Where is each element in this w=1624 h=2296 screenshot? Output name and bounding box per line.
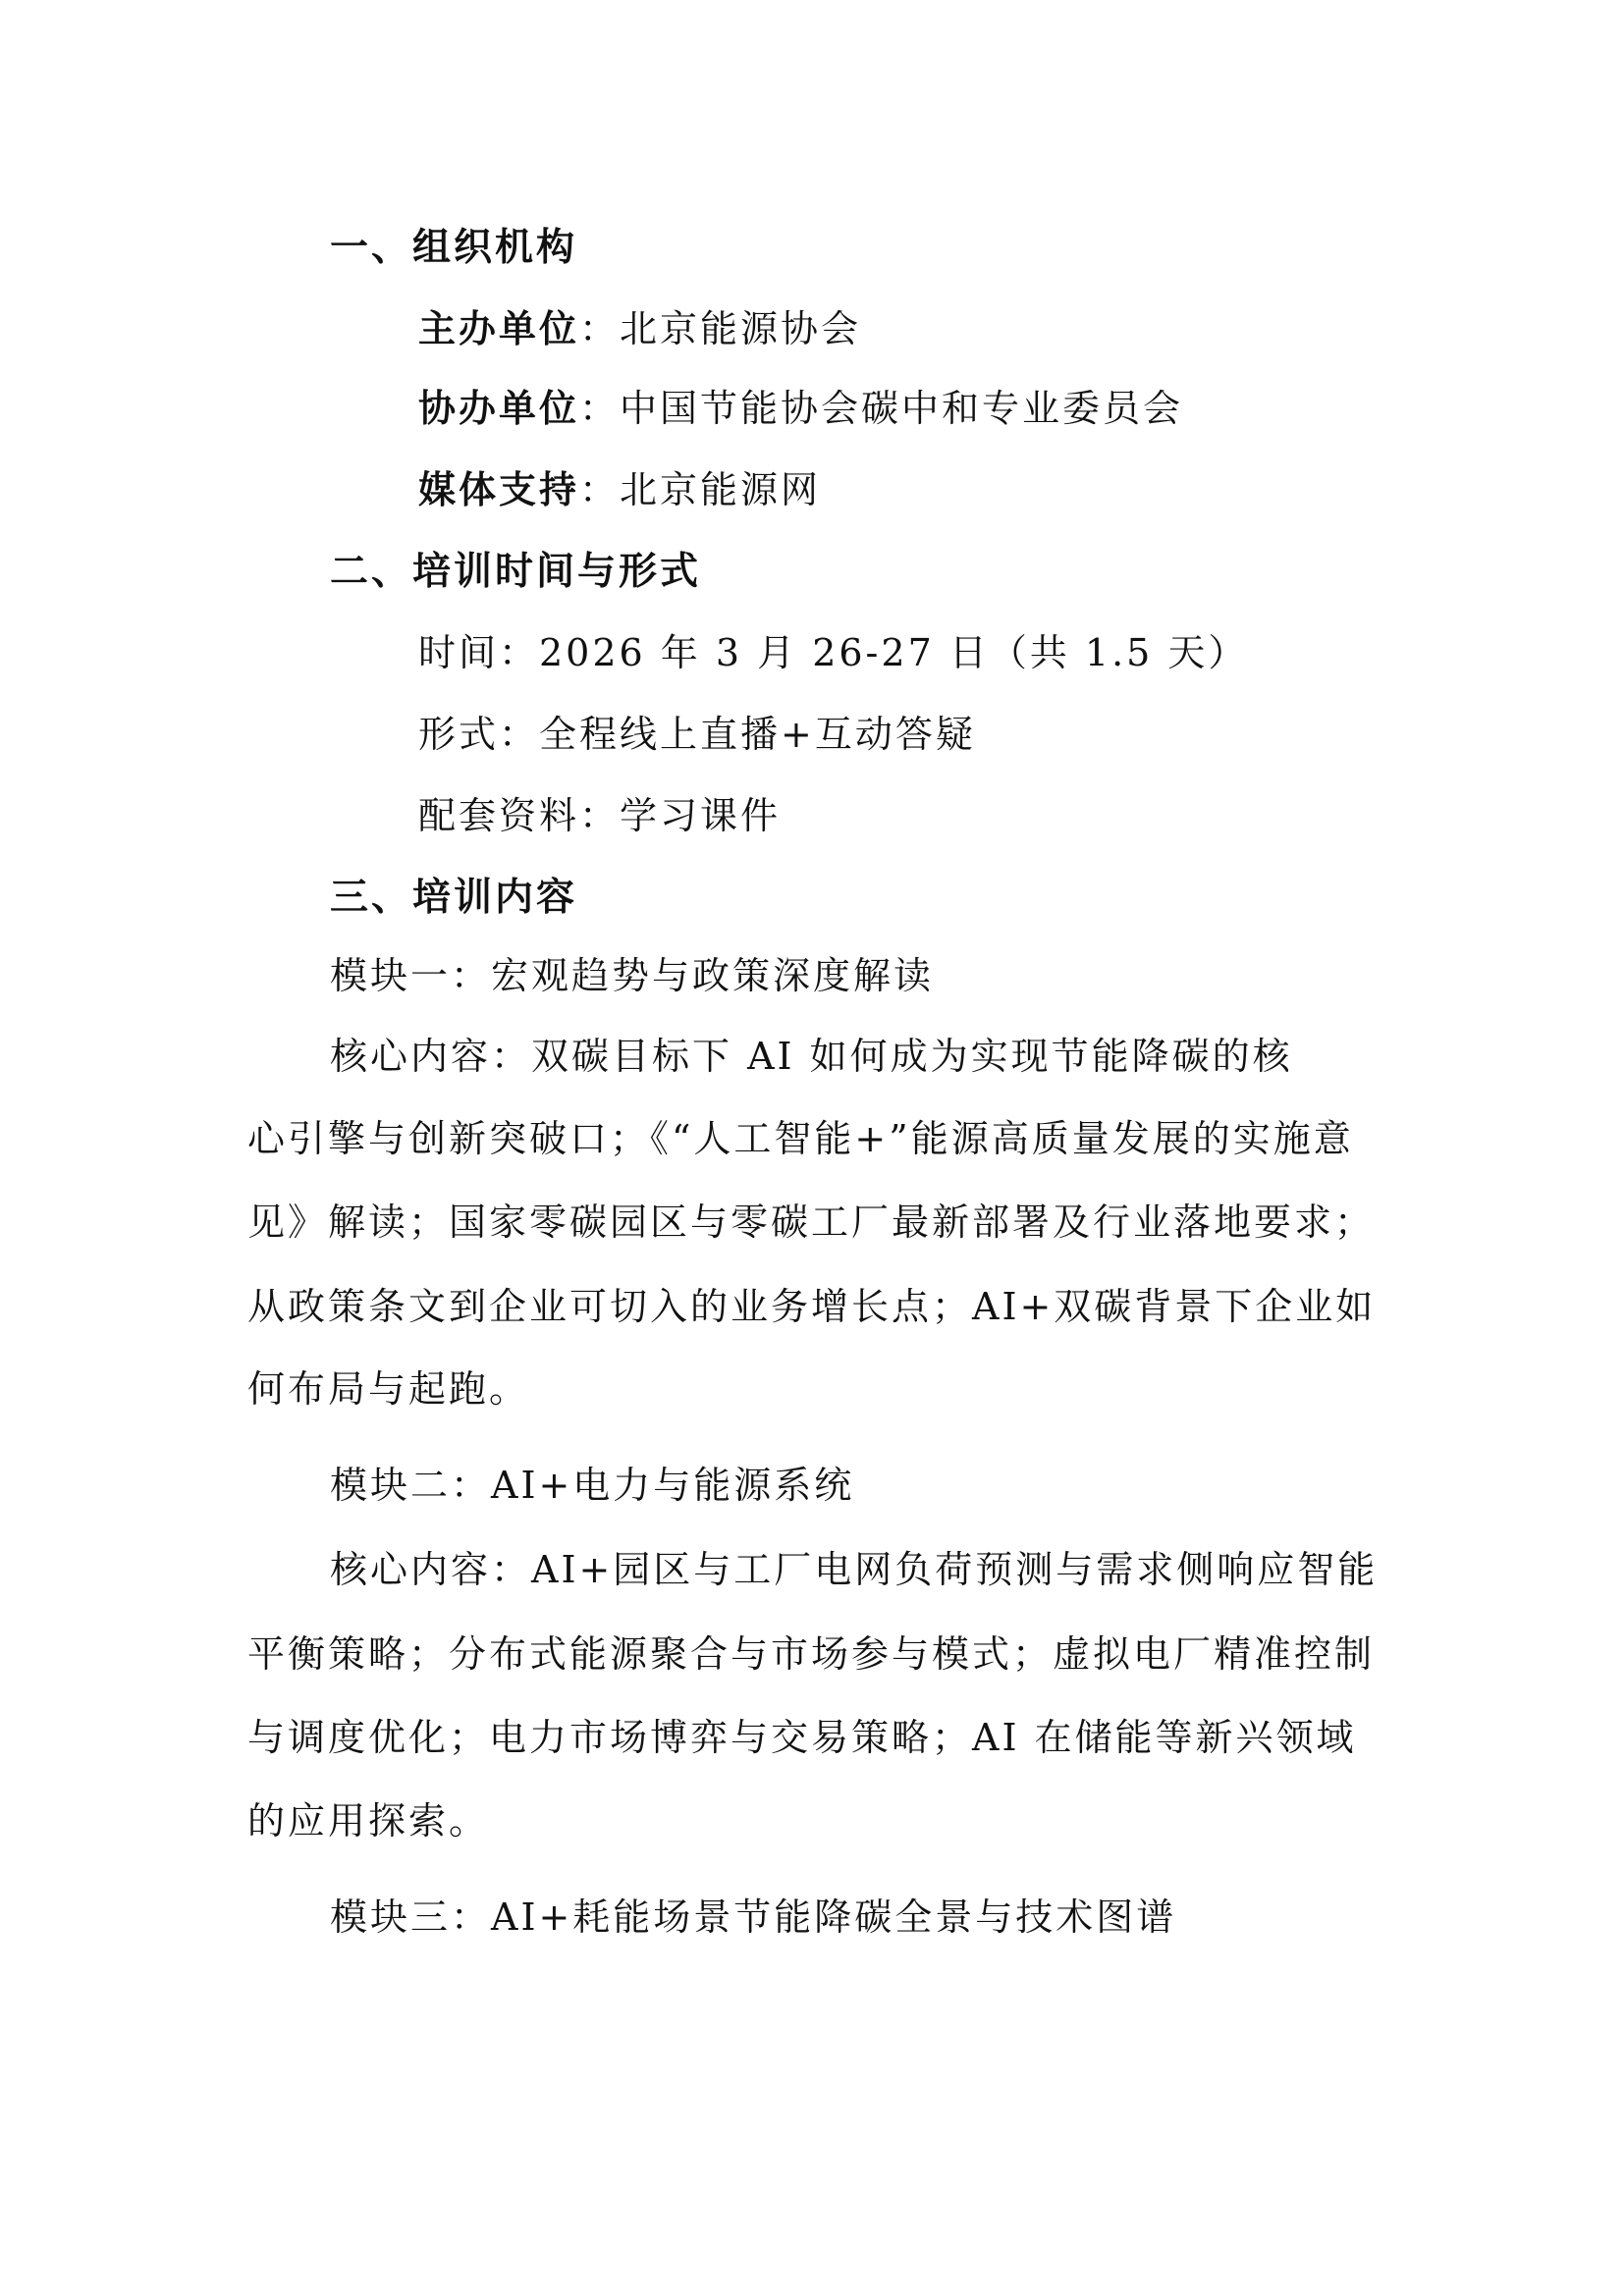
section-heading-content: 三、培训内容 [330,876,578,920]
co-organizer-row [418,387,1184,430]
module-2-line-1: 核心内容：AI+园区与工厂电网负荷预测与需求侧响应智能 [330,1548,1379,1591]
training-time-line: 时间：2026 年 3 月 26-27 日（共 1.5 天） [418,631,1249,674]
module-1-title: 模块一：宏观趋势与政策深度解读 [330,954,935,997]
organizer-value: 北京能源协会 [620,307,862,350]
organizer-sep: ： [579,307,621,350]
co-organizer-sep: ： [579,387,621,430]
module-2-line-4: 的应用探索。 [247,1799,490,1842]
module-2-title: 模块二：AI+电力与能源系统 [330,1464,855,1507]
section-heading-time-format: 二、培训时间与形式 [330,550,702,594]
training-format-line: 形式：全程线上直播+互动答疑 [418,713,976,756]
media-support-label: 媒体支持 [418,468,580,511]
co-organizer-label: 协办单位 [418,387,580,430]
media-support-sep: ： [579,468,621,511]
media-support-row [418,468,822,511]
module-1-line-5: 何布局与起跑。 [247,1367,530,1411]
module-1-line-4: 从政策条文到企业可切入的业务增长点；AI+双碳背景下企业如 [247,1285,1377,1328]
module-1-line-2: 心引擎与创新突破口；《“人工智能+”能源高质量发展的实施意 [247,1117,1354,1160]
co-organizer-value: 中国节能协会碳中和专业委员会 [620,387,1184,430]
media-support-value: 北京能源网 [620,468,822,511]
organizer-row [418,307,862,350]
module-1-line-1: 核心内容：双碳目标下 AI 如何成为实现节能降碳的核 [330,1035,1293,1078]
organizer-label: 主办单位 [418,307,580,350]
module-2-line-3: 与调度优化；电力市场博弈与交易策略；AI 在储能等新兴领域 [247,1716,1357,1759]
module-1-line-3: 见》解读；国家零碳园区与零碳工厂最新部署及行业落地要求； [247,1201,1376,1244]
module-2-line-2: 平衡策略；分布式能源聚合与市场参与模式；虚拟电厂精准控制 [247,1632,1376,1676]
training-materials-line: 配套资料：学习课件 [418,794,782,837]
section-heading-organization: 一、组织机构 [330,226,578,270]
module-3-title: 模块三：AI+耗能场景节能降碳全景与技术图谱 [330,1896,1177,1939]
